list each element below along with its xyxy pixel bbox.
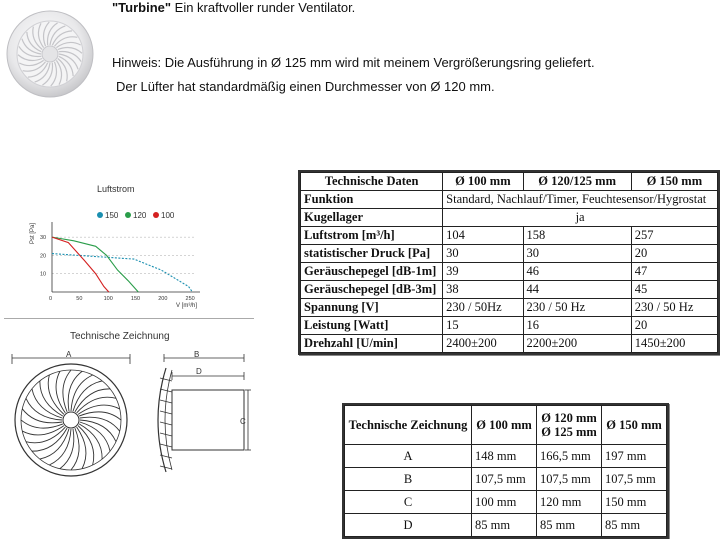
- dim-cell-150: 85 mm: [602, 514, 667, 537]
- tech-cell-150: 257: [631, 227, 717, 245]
- note-line-2: Der Lüfter hat standardmäßig einen Durchmesser von Ø 120 mm.: [116, 79, 495, 94]
- function-value: Standard, Nachlauf/Timer, Feuchtesensor/Hygrostat: [443, 191, 718, 209]
- dim-b-label: B: [194, 350, 200, 359]
- tech-data-table: [298, 170, 720, 355]
- series-line-150: [52, 254, 192, 292]
- drawing-blade: [26, 427, 65, 443]
- section-divider: [4, 318, 254, 319]
- drawing-blade: [78, 426, 94, 465]
- tech-cell-120: 44: [523, 281, 631, 299]
- drawing-blade: [78, 405, 120, 414]
- tech-row-label: statistischer Druck [Pa]: [301, 245, 443, 263]
- drawing-blade: [21, 420, 63, 428]
- x-tick-label: 50: [76, 296, 83, 302]
- tech-row: [301, 227, 718, 245]
- legend-label: 150: [105, 211, 119, 220]
- tech-row-label: Drehzahl [U/min]: [301, 335, 443, 353]
- dim-row-label: D: [345, 514, 472, 537]
- side-view-drawing: [148, 350, 258, 480]
- tech-row-label: Leistung [Watt]: [301, 317, 443, 335]
- dim-cell-100: 107,5 mm: [472, 468, 537, 491]
- x-tick-label: 250: [185, 296, 195, 302]
- dimension-row: [345, 491, 667, 514]
- tech-cell-100: 38: [443, 281, 523, 299]
- legend-marker-150: [97, 212, 103, 218]
- dimension-table: [342, 403, 669, 539]
- tech-cell-120: 2200±200: [523, 335, 631, 353]
- front-view-drawing: [6, 350, 146, 480]
- tech-cell-100: 39: [443, 263, 523, 281]
- dim-d-label: D: [196, 367, 202, 376]
- drawing-blade: [77, 397, 116, 413]
- tech-cell-150: 47: [631, 263, 717, 281]
- side-rib: [160, 389, 172, 392]
- dim-th-150: Ø 150 mm: [602, 406, 667, 445]
- dim-row-label: B: [345, 468, 472, 491]
- series-line-100: [52, 237, 109, 292]
- th-150: Ø 150 mm: [631, 173, 717, 191]
- dim-th-label: Technische Zeichnung: [345, 406, 472, 445]
- tech-row-label: Luftstrom [m³/h]: [301, 227, 443, 245]
- legend-label: 120: [133, 211, 147, 220]
- dim-cell-150: 197 mm: [602, 445, 667, 468]
- y-axis-label: Pst [Pa]: [30, 222, 36, 244]
- tech-cell-150: 45: [631, 281, 717, 299]
- tech-row: [301, 263, 718, 281]
- dim-cell-120: 120 mm: [537, 491, 602, 514]
- th-120: Ø 120/125 mm: [523, 173, 631, 191]
- tech-cell-100: 15: [443, 317, 523, 335]
- dim-cell-150: 107,5 mm: [602, 468, 667, 491]
- tech-cell-100: 30: [443, 245, 523, 263]
- x-tick-label: 0: [49, 296, 53, 302]
- tech-row: [301, 245, 718, 263]
- dim-cell-120: 166,5 mm: [537, 445, 602, 468]
- tech-row: [301, 281, 718, 299]
- dim-th-120-a: Ø 120 mm: [541, 411, 597, 425]
- dim-cell-150: 150 mm: [602, 491, 667, 514]
- tech-row-label: Geräuschepegel [dB-1m]: [301, 263, 443, 281]
- drawing-blade: [48, 375, 64, 414]
- tech-cell-100: 104: [443, 227, 523, 245]
- x-tick-label: 200: [158, 296, 168, 302]
- side-rib: [160, 466, 172, 469]
- drawing-blade: [79, 412, 121, 420]
- tech-row: [301, 335, 718, 353]
- dim-c-label: C: [240, 417, 246, 426]
- y-tick-label: 10: [40, 271, 47, 278]
- x-tick-label: 150: [130, 296, 141, 302]
- tech-cell-150: 230 / 50 Hz: [631, 299, 717, 317]
- tech-cell-150: 20: [631, 317, 717, 335]
- legend-marker-100: [153, 212, 159, 218]
- dimension-row: [345, 445, 667, 468]
- tech-cell-100: 230 / 50Hz: [443, 299, 523, 317]
- dim-a-label: A: [66, 350, 72, 359]
- legend-marker-120: [125, 212, 131, 218]
- tech-row: [301, 317, 718, 335]
- chart-title: Luftstrom: [97, 184, 135, 194]
- th-100: Ø 100 mm: [443, 173, 523, 191]
- x-axis-label: V [m³/h]: [176, 303, 198, 309]
- tech-cell-150: 20: [631, 245, 717, 263]
- function-label: Funktion: [301, 191, 443, 209]
- airflow-chart: [18, 180, 218, 310]
- tech-cell-120: 158: [523, 227, 631, 245]
- th-tech-data: Technische Daten: [301, 173, 443, 191]
- drawing-blade: [56, 371, 65, 413]
- dim-th-100: Ø 100 mm: [472, 406, 537, 445]
- tech-cell-100: 2400±200: [443, 335, 523, 353]
- bearing-label: Kugellager: [301, 209, 443, 227]
- tech-cell-120: 46: [523, 263, 631, 281]
- y-tick-label: 30: [40, 235, 47, 242]
- dimension-row: [345, 514, 667, 537]
- drawing-blade: [77, 427, 86, 469]
- side-rib: [160, 444, 172, 447]
- dim-th-120-b: Ø 125 mm: [541, 425, 597, 439]
- fan-product-image: [4, 8, 96, 100]
- drawing-blade: [63, 370, 71, 412]
- tech-row-label: Spannung [V]: [301, 299, 443, 317]
- legend-label: 100: [161, 211, 175, 220]
- dim-cell-100: 85 mm: [472, 514, 537, 537]
- drawing-blade: [22, 426, 64, 435]
- y-tick-label: 20: [40, 253, 47, 260]
- drawing-title: Technische Zeichnung: [70, 331, 170, 342]
- tech-row: [301, 299, 718, 317]
- side-rib: [160, 422, 172, 425]
- product-heading: [112, 0, 355, 15]
- dim-cell-120: 107,5 mm: [537, 468, 602, 491]
- dim-row-label: A: [345, 445, 472, 468]
- series-line-120: [52, 237, 138, 292]
- dim-cell-100: 100 mm: [472, 491, 537, 514]
- note-line-1: Hinweis: Die Ausführung in Ø 125 mm wird mit meinem Vergrößerungsring geliefert.: [112, 55, 595, 70]
- product-tagline: Ein kraftvoller runder Ventilator.: [171, 0, 356, 15]
- tech-row-label: Geräuschepegel [dB-3m]: [301, 281, 443, 299]
- dim-cell-100: 148 mm: [472, 445, 537, 468]
- drawing-blade: [71, 428, 79, 470]
- dim-th-120: [537, 406, 602, 445]
- side-rib: [160, 411, 172, 414]
- bearing-value: ja: [443, 209, 718, 227]
- tech-cell-150: 1450±200: [631, 335, 717, 353]
- tech-cell-120: 230 / 50 Hz: [523, 299, 631, 317]
- dim-row-label: C: [345, 491, 472, 514]
- dim-cell-120: 85 mm: [537, 514, 602, 537]
- dimension-row: [345, 468, 667, 491]
- tech-cell-120: 16: [523, 317, 631, 335]
- product-name: "Turbine": [112, 0, 172, 15]
- x-tick-label: 100: [103, 296, 113, 302]
- tech-cell-120: 30: [523, 245, 631, 263]
